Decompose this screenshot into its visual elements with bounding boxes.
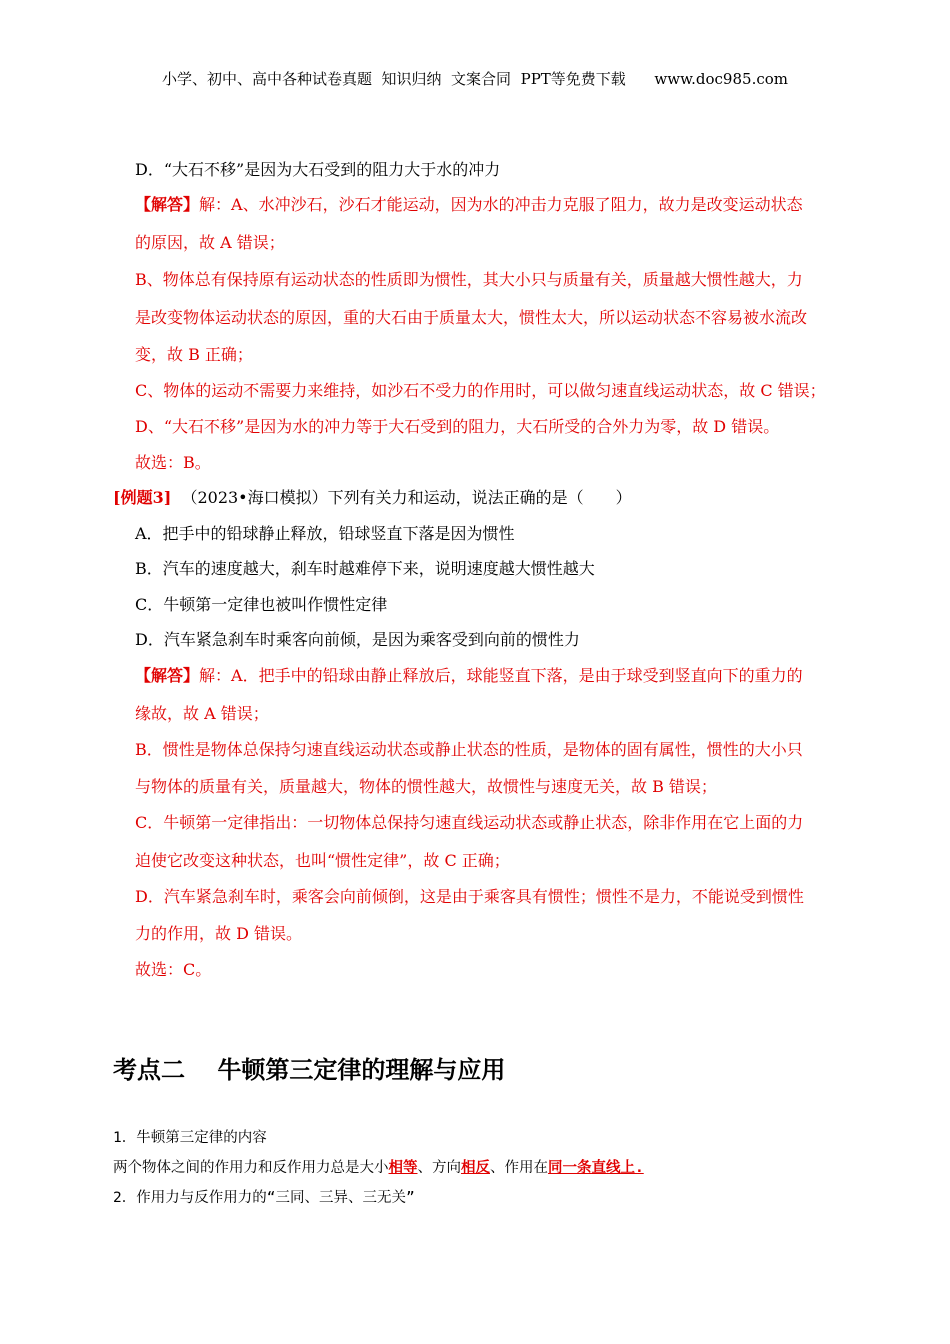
answer-line: 的原因，故 A 错误； [135,233,285,252]
answer-line: 迫使它改变这种状态，也叫“惯性定律”，故 C 正确； [135,851,510,870]
item-text-part: 两个物体之间的作用力和反作用力总是大小 [113,1160,389,1176]
answer-line: 是改变物体运动状态的原因，重的大石由于质量太大，惯性太大，所以运动状态不容易被水流改 [135,308,808,327]
option-d: D．“大石不移”是因为大石受到的阻力大于水的冲力 [135,160,501,179]
answer-choice: 故选：B。 [135,453,211,472]
answer-line [135,192,803,215]
page-header: 小学、初中、高中各种试卷真题 知识归纳 文案合同 PPT等免费下载 www.doc985.com [161,70,788,88]
item-text [113,1156,652,1177]
example-tag: [例题3] [113,488,172,507]
answer-line: D．汽车紧急刹车时，乘客会向前倾倒，这是由于乘客具有惯性；惯性不是力，不能说受到惯性 [135,887,804,906]
example-question [113,485,632,508]
answer-line: 缘故，故 A 错误； [135,704,269,723]
option-a: A．把手中的铅球静止释放，铅球竖直下落是因为惯性 [135,524,515,543]
answer-line: B．惯性是物体总保持匀速直线运动状态或静止状态的性质，是物体的固有属性，惯性的大小只 [135,740,803,759]
option-d: D．汽车紧急刹车时乘客向前倾，是因为乘客受到向前的惯性力 [135,630,580,649]
answer-line [135,663,803,686]
answer-line: D、“大石不移”是因为水的冲力等于大石受到的阻力，大石所受的合外力为零，故 D 错误。 [135,417,780,436]
answer-tag: 【解答】 [135,666,200,685]
item-text-part: 、作用在 [490,1160,548,1176]
item-title: 2．作用力与反作用力的“三同、三异、三无关” [113,1190,415,1206]
highlight-term: 相反 [461,1160,490,1176]
answer-line: 力的作用，故 D 错误。 [135,924,303,943]
example-question-text: （2023•海口模拟）下列有关力和运动，说法正确的是（ ） [181,488,632,507]
option-b: B．汽车的速度越大，刹车时越难停下来，说明速度越大惯性越大 [135,559,595,578]
answer-line: 与物体的质量有关，质量越大，物体的惯性越大，故惯性与速度无关，故 B 错误； [135,777,717,796]
item-text-part: 、方向 [417,1160,461,1176]
answer-text: 解：A．把手中的铅球由静止释放后，球能竖直下落，是由于球受到竖直向下的重力的 [199,666,803,685]
answer-line: C．牛顿第一定律指出：一切物体总保持匀速直线运动状态或静止状态，除非作用在它上面的力 [135,813,804,832]
answer-tag: 【解答】 [135,195,200,214]
section-heading: 考点二 牛顿第三定律的理解与应用 [113,1056,506,1084]
answer-line: 变，故 B 正确； [135,345,253,364]
answer-line: B、物体总有保持原有运动状态的性质即为惯性，其大小只与质量有关，质量越大惯性越大，力 [135,270,803,289]
answer-line: C、物体的运动不需要力来维持，如沙石不受力的作用时，可以做匀速直线运动状态，故 C 错误； [135,381,826,400]
option-c: C．牛顿第一定律也被叫作惯性定律 [135,595,388,614]
answer-text: 解：A、水冲沙石，沙石才能运动，因为水的冲击力克服了阻力，故力是改变运动状态 [199,195,803,214]
answer-choice: 故选：C。 [135,960,212,979]
highlight-term: 同一条直线上. [548,1160,644,1176]
highlight-term: 相等 [388,1160,418,1176]
item-title: 1．牛顿第三定律的内容 [113,1130,267,1146]
